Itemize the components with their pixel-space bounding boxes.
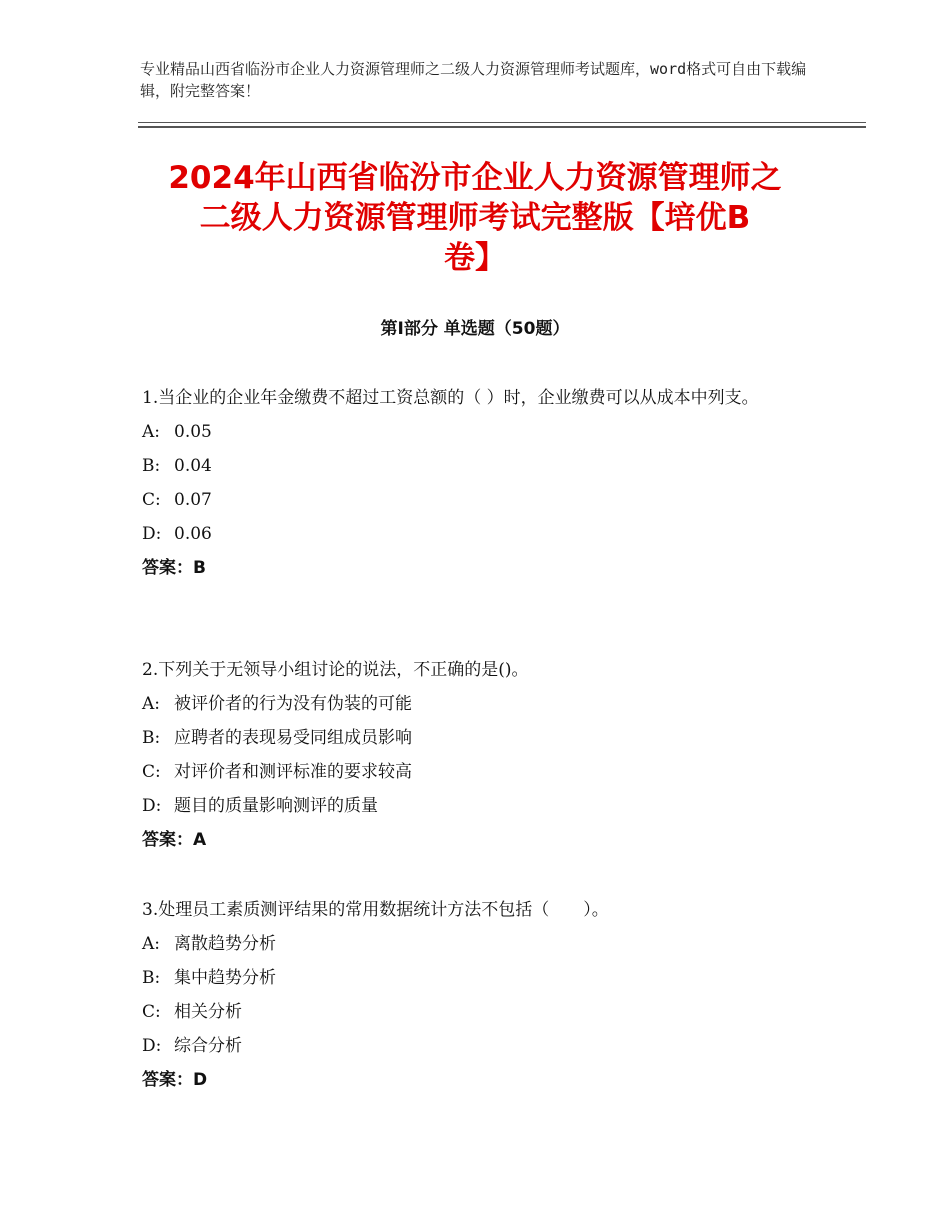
option-letter: B: <box>142 968 161 988</box>
option-text: 应聘者的表现易受同组成员影响 <box>174 728 412 748</box>
option-text: 集中趋势分析 <box>174 968 276 988</box>
question-3 <box>142 893 814 1097</box>
header-rule-thick <box>138 126 866 128</box>
option-a <box>142 927 814 961</box>
question-1 <box>142 381 814 585</box>
option-text: 相关分析 <box>174 1002 242 1022</box>
header-rule-thin <box>138 122 866 123</box>
option-c <box>142 483 814 517</box>
option-b <box>142 721 814 755</box>
title-line-2: 二级人力资源管理师考试完整版【培优B <box>199 200 751 236</box>
option-text: 0.05 <box>174 422 212 442</box>
option-b <box>142 449 814 483</box>
option-a <box>142 687 814 721</box>
question-2 <box>142 653 814 857</box>
option-letter: A: <box>142 694 161 714</box>
title-line-1: 2024年山西省临汾市企业人力资源管理师之 <box>168 160 782 196</box>
option-letter: C: <box>142 762 161 782</box>
header-note: 专业精品山西省临汾市企业人力资源管理师之二级人力资源管理师考试题库，word格式可自由下载编辑，附完整答案！ <box>140 60 807 100</box>
option-letter: A: <box>142 934 161 954</box>
option-text: 离散趋势分析 <box>174 934 276 954</box>
option-letter: A: <box>142 422 161 442</box>
option-letter: C: <box>142 490 161 510</box>
option-letter: D: <box>142 1036 162 1056</box>
option-d <box>142 517 814 551</box>
option-letter: B: <box>142 728 161 748</box>
option-letter: D: <box>142 796 162 816</box>
option-d <box>142 1029 814 1063</box>
option-text: 0.06 <box>174 524 212 544</box>
option-letter: B: <box>142 456 161 476</box>
option-c <box>142 755 814 789</box>
question-stem: 3.处理员工素质测评结果的常用数据统计方法不包括（ ）。 <box>142 900 609 920</box>
question-stem: 1.当企业的企业年金缴费不超过工资总额的（ ）时，企业缴费可以从成本中列支。 <box>142 388 759 408</box>
question-stem: 2.下列关于无领导小组讨论的说法，不正确的是()。 <box>142 660 529 680</box>
option-text: 综合分析 <box>174 1036 242 1056</box>
document-title <box>120 158 830 278</box>
option-text: 0.04 <box>174 456 212 476</box>
option-text: 对评价者和测评标准的要求较高 <box>174 762 412 782</box>
option-text: 被评价者的行为没有伪装的可能 <box>174 694 412 714</box>
option-letter: C: <box>142 1002 161 1022</box>
answer: 答案：B <box>142 558 206 578</box>
option-b <box>142 961 814 995</box>
answer: 答案：D <box>142 1070 208 1090</box>
option-text: 0.07 <box>174 490 212 510</box>
option-a <box>142 415 814 449</box>
answer: 答案：A <box>142 830 207 850</box>
title-line-3: 卷】 <box>444 240 506 276</box>
option-letter: D: <box>142 524 162 544</box>
option-c <box>142 995 814 1029</box>
section-title: 第Ⅰ部分 单选题（50题） <box>380 319 570 339</box>
option-d <box>142 789 814 823</box>
option-text: 题目的质量影响测评的质量 <box>174 796 378 816</box>
